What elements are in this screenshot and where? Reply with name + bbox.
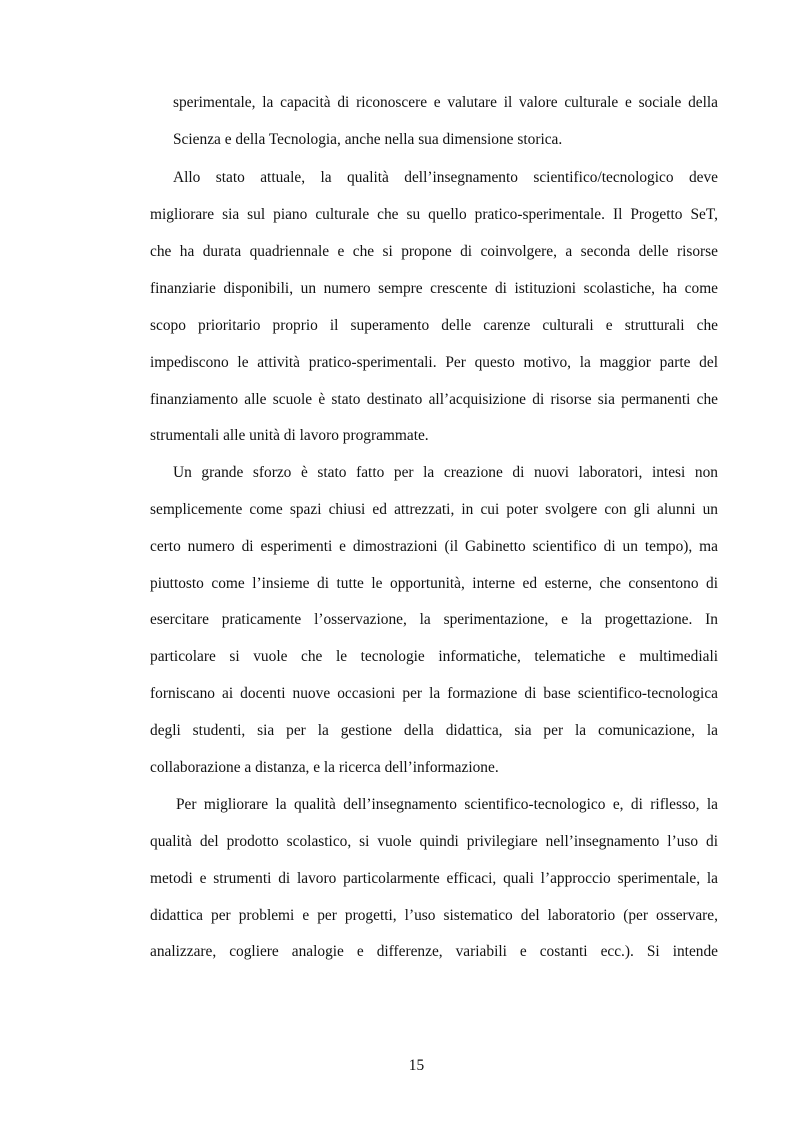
text-line: semplicemente come spazi chiusi ed attrezzati, in cui poter svolgere con gli alunni un [150,501,718,518]
text-line: didattica per problemi e per progetti, l’uso sistematico del laboratorio (per osservare, [150,907,718,924]
text-line: strumentali alle unità di lavoro programmate. [150,427,429,444]
text-line: qualità del prodotto scolastico, si vuole quindi privilegiare nell’insegnamento l’uso di [150,833,718,850]
text-line: sperimentale, la capacità di riconoscere e valutare il valore culturale e sociale della [173,94,718,111]
page-number: 15 [408,1057,425,1074]
text-line: metodi e strumenti di lavoro particolarmente efficaci, quali l’approccio sperimentale, la [150,870,718,887]
text-line: certo numero di esperimenti e dimostrazioni (il Gabinetto scientifico di un tempo), ma [150,538,718,555]
text-line: finanziamento alle scuole è stato destinato all’acquisizione di risorse sia permanenti che [150,391,718,408]
text-line: Scienza e della Tecnologia, anche nella sua dimensione storica. [173,131,563,148]
text-line: piuttosto come l’insieme di tutte le opportunità, interne ed esterne, che consentono di [150,575,718,592]
text-line: esercitare praticamente l’osservazione, la sperimentazione, e la progettazione. In [150,611,718,628]
text-line: scopo prioritario proprio il superamento delle carenze culturali e strutturali che [150,317,718,334]
text-line: migliorare sia sul piano culturale che su quello pratico-sperimentale. Il Progetto SeT, [150,206,718,223]
text-line: collaborazione a distanza, e la ricerca dell’informazione. [150,759,499,776]
text-line: che ha durata quadriennale e che si propone di coinvolgere, a seconda delle risorse [150,243,718,260]
text-line: finanziarie disponibili, un numero sempre crescente di istituzioni scolastiche, ha come [150,280,718,297]
text-line: analizzare, cogliere analogie e differenze, variabili e costanti ecc.). Si intende [150,943,718,960]
text-line: forniscano ai docenti nuove occasioni per la formazione di base scientifico-tecnologica [150,685,718,702]
text-line: degli studenti, sia per la gestione della didattica, sia per la comunicazione, la [150,722,718,739]
text-line: particolare si vuole che le tecnologie informatiche, telematiche e multimediali [150,648,718,665]
text-line: impediscono le attività pratico-sperimentali. Per questo motivo, la maggior parte del [150,354,718,371]
paragraph-first-line: Allo stato attuale, la qualità dell’insegnamento scientifico/tecnologico deve [173,169,718,186]
paragraph-first-line: Per migliorare la qualità dell’insegnamento scientifico-tecnologico e, di riflesso, la [176,796,718,813]
paragraph-first-line: Un grande sforzo è stato fatto per la creazione di nuovi laboratori, intesi non [173,464,718,481]
